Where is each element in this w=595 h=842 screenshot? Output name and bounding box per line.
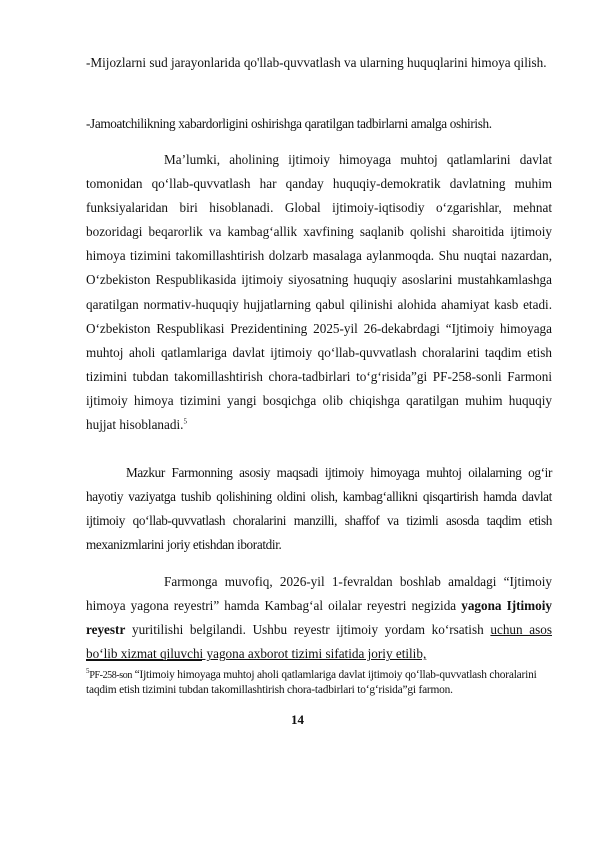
footnote-number: 5	[86, 667, 90, 676]
paragraph-social-protection-intro	[86, 148, 552, 437]
paragraph-social-registry-text: Farmonga muvofiq, 2026-yil 1-fevraldan boshlab amaldagi “Ijtimoiy himoya yagona reyestri” hamda Kambag‘al oilalar reyestri negizida	[86, 574, 552, 614]
paragraph-social-registry-text-continued: yuritilishi belgilandi. Ushbu reyestr ijtimoiy yordam ko‘rsatish	[125, 622, 491, 638]
paragraph-public-awareness-text: -Jamoatchilikning xabardorligini oshirishga qaratilgan tadbirlarni amalga oshirish.	[86, 116, 492, 131]
paragraph-client-support-text: -Mijozlarni sud jarayonlarida qo'llab-quvvatlash va ularning huquqlarini himoya qilish.	[86, 55, 547, 70]
page-number: 14	[291, 712, 304, 727]
footnote-separator	[86, 660, 202, 661]
footnote-marker[interactable]: 5	[183, 417, 187, 426]
underlined-text: uchun asos bo‘lib xizmat qiluvchi yagona axborot tizimi sifatida joriy etilib,	[86, 622, 552, 662]
paragraph-public-awareness	[86, 112, 552, 136]
bold-term-social-registry: yagona Ijtimoiy reyestr	[86, 598, 553, 638]
footnote-text: “Ijtimoiy himoyaga muhtoj aholi qatlamlariga davlat ijtimoiy qo‘llab-quvvatlash choralarini taqdim etish tizimini tubdan takomillashtirish chora-tadbirlari to‘g‘risida”gi farmon.	[86, 669, 537, 697]
footnote-reference: PF-258-son	[89, 670, 132, 681]
paragraph-social-protection-intro-text: Ma’lumki, aholining ijtimoiy himoyaga muhtoj qatlamlarini davlat tomonidan qo‘llab-quvvatlash har qanday huquqiy-demokratik davlatning muhim funksiyalaridan biri hisoblanadi. Global ijtimoiy-iqtisodiy o‘zgarishlar, mehnat bozoridagi beqarorlik va kambag‘allik xavfining saqlanib qolishi sharoitida ijtimoiy himoya tizimini takomillashtirish dolzarb masalaga aylanmoqda. Shu nuqtai nazardan, O‘zbekiston Respublikasida ijtimoiy siyosatning huquqiy asoslarini mustahkamlashga qaratilgan normativ-huquqiy hujjatlarning qabul qilinishi alohida ahamiyat kasb etadi. O‘zbekiston Respublikasi Prezidentining 2025-yil 26-dekabrdagi “Ijtimoiy himoyaga muhtoj aholi qatlamlariga davlat ijtimoiy qo‘llab-quvvatlash choralarini taqdim etish tizimini tubdan takomillashtirish chora-tadbirlari to‘g‘risida”gi PF-258-sonli Farmoni ijtimoiy himoya tizimini yangi bosqichga olib chiqishga qaratilgan muhim huquqiy hujjat hisoblanadi.	[86, 152, 552, 433]
footnote	[86, 668, 556, 698]
paragraph-decree-purpose-text: Mazkur Farmonning asosiy maqsadi ijtimoiy himoyaga muhtoj oilalarning og‘ir hayotiy vaziyatga tushib qolishining oldini olish, kambag‘allikni qisqartirish hamda davlat ijtimoiy qo‘llab-quvvatlash choralarini manzilli, shaffof va tizimli asosda taqdim etish mexanizmlarini joriy etishdan iboratdir.	[86, 465, 552, 553]
paragraph-decree-purpose	[86, 461, 552, 557]
paragraph-social-registry	[86, 570, 552, 666]
paragraph-client-support	[86, 51, 552, 75]
